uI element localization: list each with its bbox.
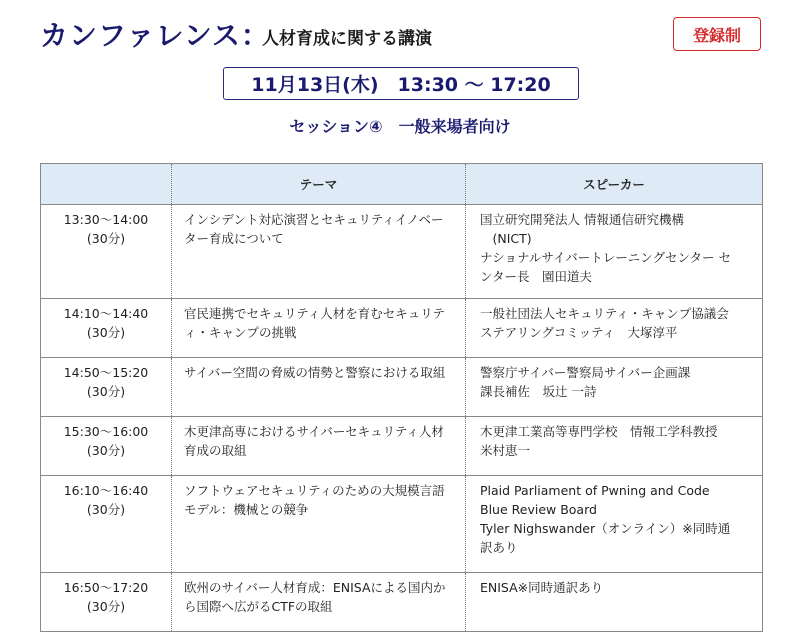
time-cell — [41, 299, 172, 358]
column-header-time — [41, 164, 172, 205]
schedule-table — [40, 163, 763, 632]
time-range: 13:30～14:00 — [63, 212, 149, 227]
table-row — [41, 476, 763, 573]
session-title: セッション④ 一般来場者向け — [289, 117, 511, 136]
speaker-cell: Plaid Parliament of Pwning and Code Blue Review Board Tyler Nighswander（オンライン）※同時通 訳あり — [466, 476, 763, 573]
theme-cell: 欧州のサイバー人材育成：ENISAによる国内から国際へ広がるCTFの取組 — [172, 573, 466, 632]
column-header-speaker: スピーカー — [466, 164, 763, 205]
duration: (30分) — [86, 599, 126, 614]
table-header-row — [41, 164, 763, 205]
page-title: カンファレンス： — [40, 19, 270, 52]
registration-badge: 登録制 — [673, 17, 761, 51]
theme-cell: 木更津高専におけるサイバーセキュリティ人材育成の取組 — [172, 417, 466, 476]
duration: (30分) — [86, 384, 126, 399]
time-range: 16:10～16:40 — [63, 483, 149, 498]
duration: (30分) — [86, 502, 126, 517]
speaker-cell: 一般社団法人セキュリティ・キャンプ協議会 ステアリングコミッティ 大塚淳平 — [466, 299, 763, 358]
theme-cell: サイバー空間の脅威の情勢と警察における取組 — [172, 358, 466, 417]
event-datetime: 11月13日(木) 13:30 ～ 17:20 — [223, 67, 579, 100]
duration: (30分) — [86, 443, 126, 458]
table-row — [41, 299, 763, 358]
theme-cell: ソフトウェアセキュリティのための大規模言語モデル：機械との競争 — [172, 476, 466, 573]
column-header-theme: テーマ — [172, 164, 466, 205]
duration: (30分) — [86, 325, 126, 340]
theme-cell: インシデント対応演習とセキュリティイノベーター育成について — [172, 205, 466, 299]
speaker-cell: 木更津工業高等専門学校 情報工学科教授 米村恵一 — [466, 417, 763, 476]
page-subtitle: 人材育成に関する講演 — [262, 29, 432, 49]
time-range: 16:50～17:20 — [63, 580, 149, 595]
time-range: 14:50～15:20 — [63, 365, 149, 380]
time-cell — [41, 417, 172, 476]
duration: (30分) — [86, 231, 126, 246]
speaker-cell: 国立研究開発法人 情報通信研究機構 (NICT) ナショナルサイバートレーニングセンター セ ンター長 園田道夫 — [466, 205, 763, 299]
time-range: 15:30～16:00 — [63, 424, 149, 439]
time-cell — [41, 476, 172, 573]
speaker-cell: 警察庁サイバー警察局サイバー企画課 課長補佐 坂辻 一詩 — [466, 358, 763, 417]
table-row — [41, 573, 763, 632]
table-row — [41, 205, 763, 299]
time-cell — [41, 358, 172, 417]
time-cell — [41, 573, 172, 632]
theme-cell: 官民連携でセキュリティ人材を育むセキュリティ・キャンプの挑戦 — [172, 299, 466, 358]
speaker-cell: ENISA※同時通訳あり — [466, 573, 763, 632]
table-row — [41, 358, 763, 417]
time-range: 14:10～14:40 — [63, 306, 149, 321]
time-cell — [41, 205, 172, 299]
table-row — [41, 417, 763, 476]
